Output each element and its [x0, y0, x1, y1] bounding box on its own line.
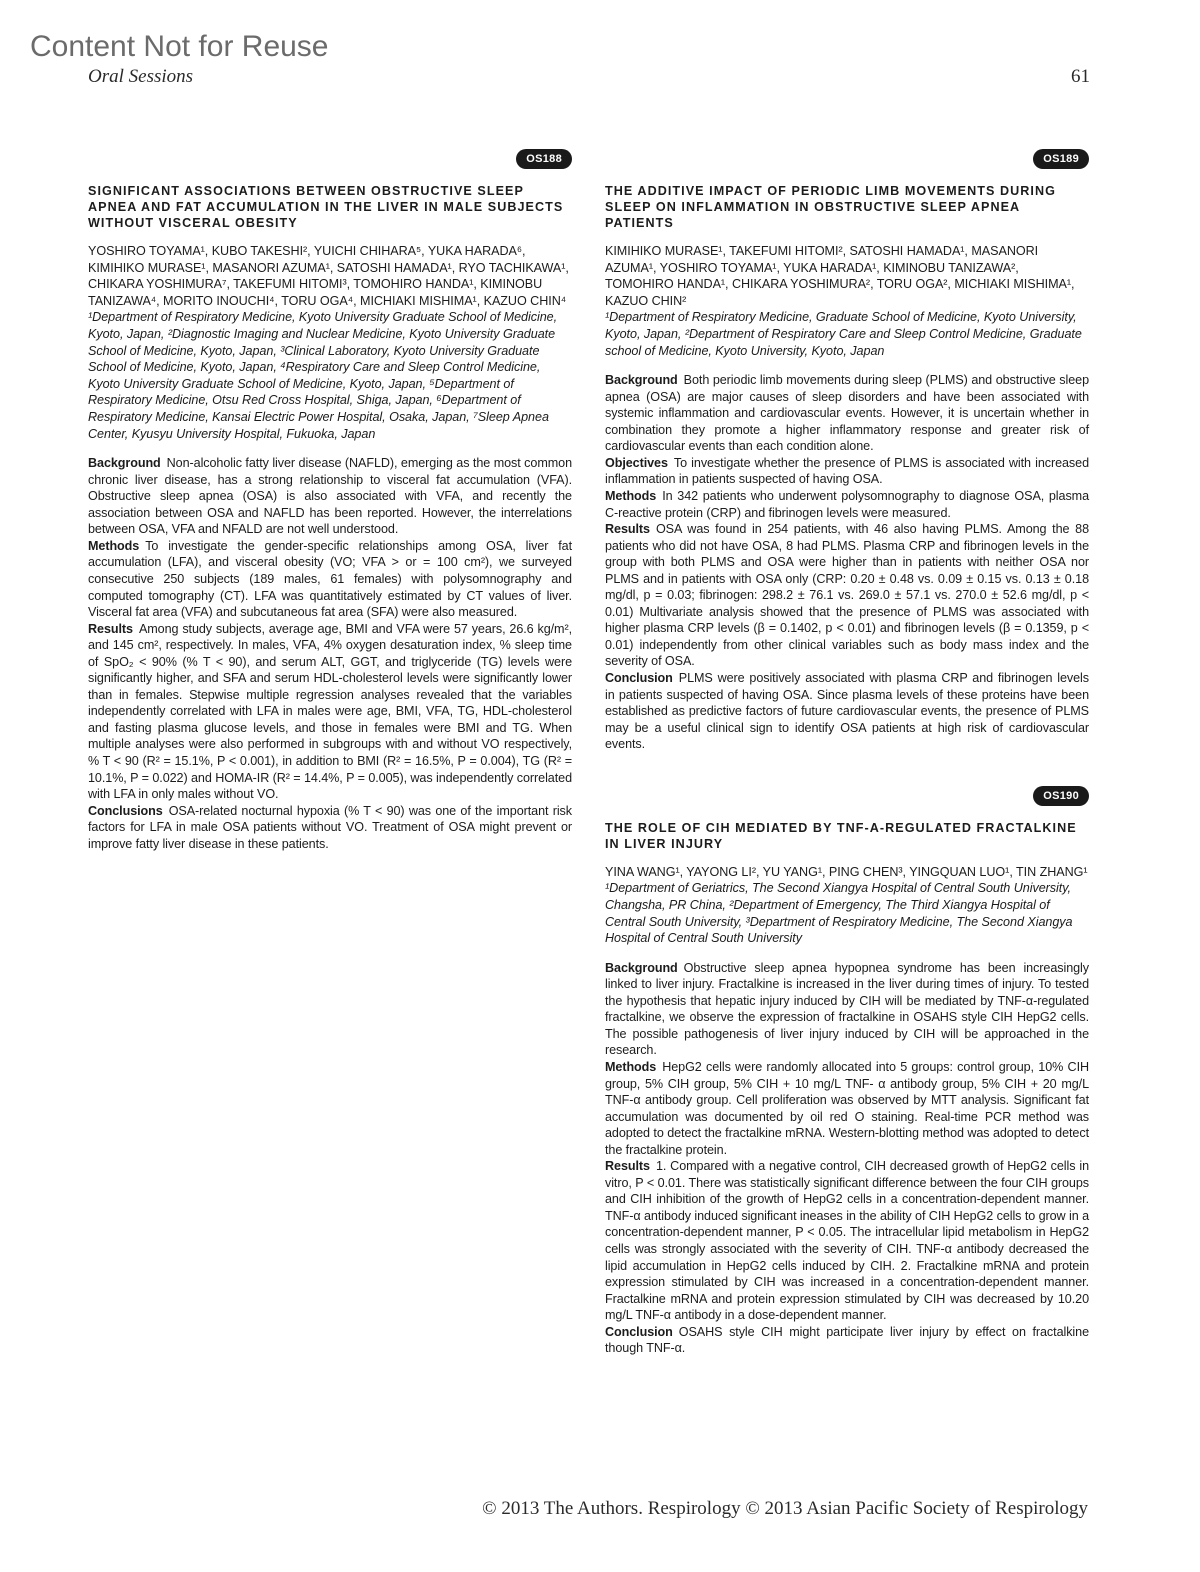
section-label: Background: [88, 456, 161, 471]
section-text: Obstructive sleep apnea hypopnea syndrome has been increasingly linked to liver injury. Fractalkine is increased in the liver during times of injury. To tested the hypothesis that hepatic injury induced by CIH will be mediated by TNF-α-regulated fractalkine, we observe the expression of fractalkine in OSAHS style CIH HepG2 cells. The possible pathogenesis of liver injury induced by CIH will be approached in the research.: [605, 960, 1089, 1058]
abstract-id-badge: OS188: [516, 149, 572, 169]
section-text: PLMS were positively associated with plasma CRP and fibrinogen levels in patients suspected of having OSA. Since plasma levels of these proteins have been established as predictive factors of future cardiovascular events, the presence of PLMS may be a useful clinical sign to identify OSA patients at high risk of cardiovascular events.: [605, 671, 1089, 752]
page-number: 61: [1071, 66, 1090, 87]
section-label: Methods: [605, 1059, 657, 1074]
section-label: Conclusions: [88, 803, 163, 818]
abstract-title: SIGNIFICANT ASSOCIATIONS BETWEEN OBSTRUCTIVE SLEEP APNEA AND FAT ACCUMULATION IN THE LIVER IN MALE SUBJECTS WITHOUT VISCERAL OBESITY: [88, 184, 564, 230]
section-text: In 342 patients who underwent polysomnography to diagnose OSA, plasma C-reactive protein (CRP) and fibrinogen levels were measured.: [605, 488, 1089, 520]
abstract-title: THE ADDITIVE IMPACT OF PERIODIC LIMB MOVEMENTS DURING SLEEP ON INFLAMMATION IN OBSTRUCTIVE SLEEP APNEA PATIENTS: [605, 184, 1056, 230]
section-results: [605, 1158, 1089, 1323]
abstract-id-badge: OS190: [1033, 786, 1089, 806]
section-label: Results: [605, 522, 650, 537]
section-objectives: [605, 455, 1089, 488]
section-results: [605, 521, 1089, 670]
section-background: [605, 960, 1089, 1059]
section-results: [88, 621, 572, 803]
section-text: To investigate whether the presence of PLMS is associated with increased inflammation in patients suspected of having OSA.: [605, 455, 1089, 487]
section-methods: [88, 538, 572, 621]
copyright-footer: © 2013 The Authors. Respirology © 2013 Asian Pacific Society of Respirology: [482, 1498, 1088, 1519]
section-label: Methods: [88, 538, 140, 553]
section-text: Non-alcoholic fatty liver disease (NAFLD), emerging as the most common chronic liver disease, has a strong relationship to visceral fat accumulation (VFA). Obstructive sleep apnea (OSA) is also associated with VFA, and recently the association between OSA and NAFLD has been reported. However, the interrelations between OSA, VFA and NFALD are not well understood.: [88, 456, 572, 537]
running-head: Oral Sessions: [88, 66, 194, 87]
section-background: [88, 455, 572, 538]
abstract-os188: [88, 149, 572, 852]
section-conclusion: [605, 670, 1089, 753]
abstract-affiliations: ¹Department of Respiratory Medicine, Graduate School of Medicine, Kyoto University, Kyoto, Japan, ²Department of Respiratory Care and Sleep Control Medicine, Graduate school of Medicine, Kyoto University, Kyoto, Japan: [605, 310, 1082, 358]
abstract-authors: KIMIHIKO MURASE¹, TAKEFUMI HITOMI², SATOSHI HAMADA¹, MASANORI AZUMA¹, YOSHIRO TOYAMA¹, YUKA HARADA¹, KIMINOBU TANIZAWA², TOMOHIRO HANDA¹, CHIKARA YOSHIMURA², TORU OGA², MICHIAKI MISHIMA¹, KAZUO CHIN²: [605, 244, 1075, 308]
section-methods: [605, 1059, 1089, 1158]
section-text: OSA was found in 254 patients, with 46 also having PLMS. Among the 88 patients who did not have OSA, 8 had PLMS. Plasma CRP and fibrinogen levels in the group with both PLMS and OSA were higher than in patients with neither OSA nor PLMS and in patients with OSA only (CRP: 0.20 ± 0.48 vs. 0.09 ± 0.15 vs. 0.13 ± 0.18 mg/dl, p = 0.03; fibrinogen: 298.2 ± 76.1 vs. 269.0 ± 57.1 vs. 270.0 ± 52.6 mg/dl, p < 0.01) Multivariate analysis showed that the presence of PLMS was associated with higher plasma CRP levels (β = 0.1402, p < 0.01) and fibrinogen levels (β = 0.1359, p < 0.01) independently from other clinical variables such as body mass index and the severity of OSA.: [605, 522, 1089, 669]
section-label: Results: [88, 621, 133, 636]
section-text: To investigate the gender-specific relationships among OSA, liver fat accumulation (LFA), and visceral obesity (VO; VFA > or = 100 cm²), we surveyed consecutive 250 subjects (189 males, 61 females) with polysomnography and computed tomography (CT). LFA was quantitatively estimated by CT values of liver. Visceral fat area (VFA) and subcutaneous fat area (SFA) were also measured.: [88, 538, 572, 620]
section-label: Objectives: [605, 455, 668, 470]
section-text: HepG2 cells were randomly allocated into 5 groups: control group, 10% CIH group, 5% CIH group, 5% CIH + 10 mg/L TNF- α antibody group, 5% CIH + 20 mg/L TNF-α antibody group. Cell proliferation was observed by MTT analysis. Significant fat accumulation was documented by oil red O staining. Real-time PCR method was adopted to detect the fractalkine mRNA. Western-blotting method was adopted to detect the fractalkine protein.: [605, 1059, 1089, 1157]
section-background: [605, 372, 1089, 455]
abstract-authors: YOSHIRO TOYAMA¹, KUBO TAKESHI², YUICHI CHIHARA⁵, YUKA HARADA⁶, KIMIHIKO MURASE¹, MASANORI AZUMA¹, SATOSHI HAMADA¹, RYO TACHIKAWA¹, CHIKARA YOSHIMURA⁷, TAKEFUMI HITOMI³, TOMOHIRO HANDA¹, KIMINOBU TANIZAWA⁴, MORITO INOUCHI⁴, TORU OGA⁴, MICHIAKI MISHIMA¹, KAZUO CHIN⁴: [88, 244, 569, 308]
section-text: OSA-related nocturnal hypoxia (% T < 90) was one of the important risk factors for LFA in male OSA patients without VO. Treatment of OSA might prevent or improve fatty liver disease in these patients.: [88, 803, 572, 851]
abstract-title: THE ROLE OF CIH MEDIATED BY TNF-Α-REGULATED FRACTALKINE IN LIVER INJURY: [605, 820, 1077, 851]
right-column: [605, 149, 1089, 1357]
section-text: OSAHS style CIH might participate liver injury by effect on fractalkine though TNF-α.: [605, 1324, 1089, 1356]
section-label: Background: [605, 373, 678, 388]
section-conclusion: [605, 1324, 1089, 1357]
section-label: Methods: [605, 488, 657, 503]
section-label: Background: [605, 960, 678, 975]
section-label: Results: [605, 1159, 650, 1174]
abstract-id-badge: OS189: [1033, 149, 1089, 169]
abstract-affiliations: ¹Department of Respiratory Medicine, Kyoto University Graduate School of Medicine, Kyoto, Japan, ²Diagnostic Imaging and Nuclear Medicine, Kyoto University Graduate School of Medicine, Kyoto, Japan, ³Clinical Laboratory, Kyoto University Graduate School of Medicine, Kyoto, Japan, ⁴Respiratory Care and Sleep Control Medicine, Kyoto University Graduate School of Medicine, Kyoto, Japan, ⁵Department of Respiratory Medicine, Otsu Red Cross Hospital, Shiga, Japan, ⁶Department of Respiratory Medicine, Kansai Electric Power Hospital, Osaka, Japan, ⁷Sleep Apnea Center, Kyusyu University Hospital, Fukuoka, Japan: [88, 310, 558, 441]
abstract-authors: YINA WANG¹, YAYONG LI², YU YANG¹, PING CHEN³, YINGQUAN LUO¹, TIN ZHANG¹: [605, 864, 1088, 879]
section-text: Among study subjects, average age, BMI and VFA were 57 years, 26.6 kg/m², and 145 cm², respectively. In males, VFA, 4% oxygen desaturation index, % sleep time of SpO₂ < 90% (% T < 90), and serum ALT, GGT, and triglyceride (TG) levels were significantly higher, and SFA and serum HDL-cholesterol levels were significantly lower than in females. Stepwise multiple regression analyses revealed that the variables independently correlated with LFA in males were age, BMI, VFA, TG, HDL-cholesterol and fasting plasma glucose levels, and those in females were BMI and TG. When multiple analyses were also performed in subgroups with and without VO respectively, % T < 90 (R² = 15.1%, P < 0.001), in addition to BMI (R² = 16.5%, P = 0.004), TG (R² = 10.1%, P = 0.022) and HOMA-IR (R² = 14.4%, P = 0.005), was independently correlated with LFA in only males without VO.: [88, 621, 572, 802]
section-conclusions: [88, 803, 572, 853]
section-text: Both periodic limb movements during sleep (PLMS) and obstructive sleep apnea (OSA) are major causes of sleep disorders and have been associated with systemic inflammation and cardiovascular events. However, it is uncertain whether in combination they promote a higher inflammatory response and greater risk of cardiovascular events than each condition alone.: [605, 373, 1089, 454]
section-text: 1. Compared with a negative control, CIH decreased growth of HepG2 cells in vitro, P < 0.01. There was statistically significant difference between the four CIH groups and CIH inhibition of the growth of HepG2 cells in a concentration-dependent manner. TNF-α antibody induced significant ineases in the ability of CIH HepG2 cells to grow in a concentration-dependent manner, P < 0.05. The intracellular lipid metabolism in HepG2 cells was strongly associated with the severity of CIH. TNF-α antibody decreased the lipid accumulation in HepG2 cells induced by CIH. 2. Fractalkine mRNA and protein expression stimulated by CIH was increased in a concentration-dependent manner. Fractalkine mRNA and protein expression stimulated by CIH was decreased by 10.20 mg/L TNF-α antibody in a dose-dependent manner.: [605, 1159, 1089, 1323]
abstract-os190: [605, 786, 1089, 1357]
abstract-os189: [605, 149, 1089, 753]
section-label: Conclusion: [605, 671, 673, 685]
section-label: Conclusion: [605, 1324, 673, 1339]
watermark: Content Not for Reuse: [30, 30, 329, 63]
abstract-affiliations: ¹Department of Geriatrics, The Second Xiangya Hospital of Central South University, Changsha, PR China, ²Department of Emergency, The Third Xiangya Hospital of Central South University, ³Department of Respiratory Medicine, The Second Xiangya Hospital of Central South University: [605, 881, 1073, 946]
section-methods: [605, 488, 1089, 521]
left-column: [88, 149, 572, 852]
